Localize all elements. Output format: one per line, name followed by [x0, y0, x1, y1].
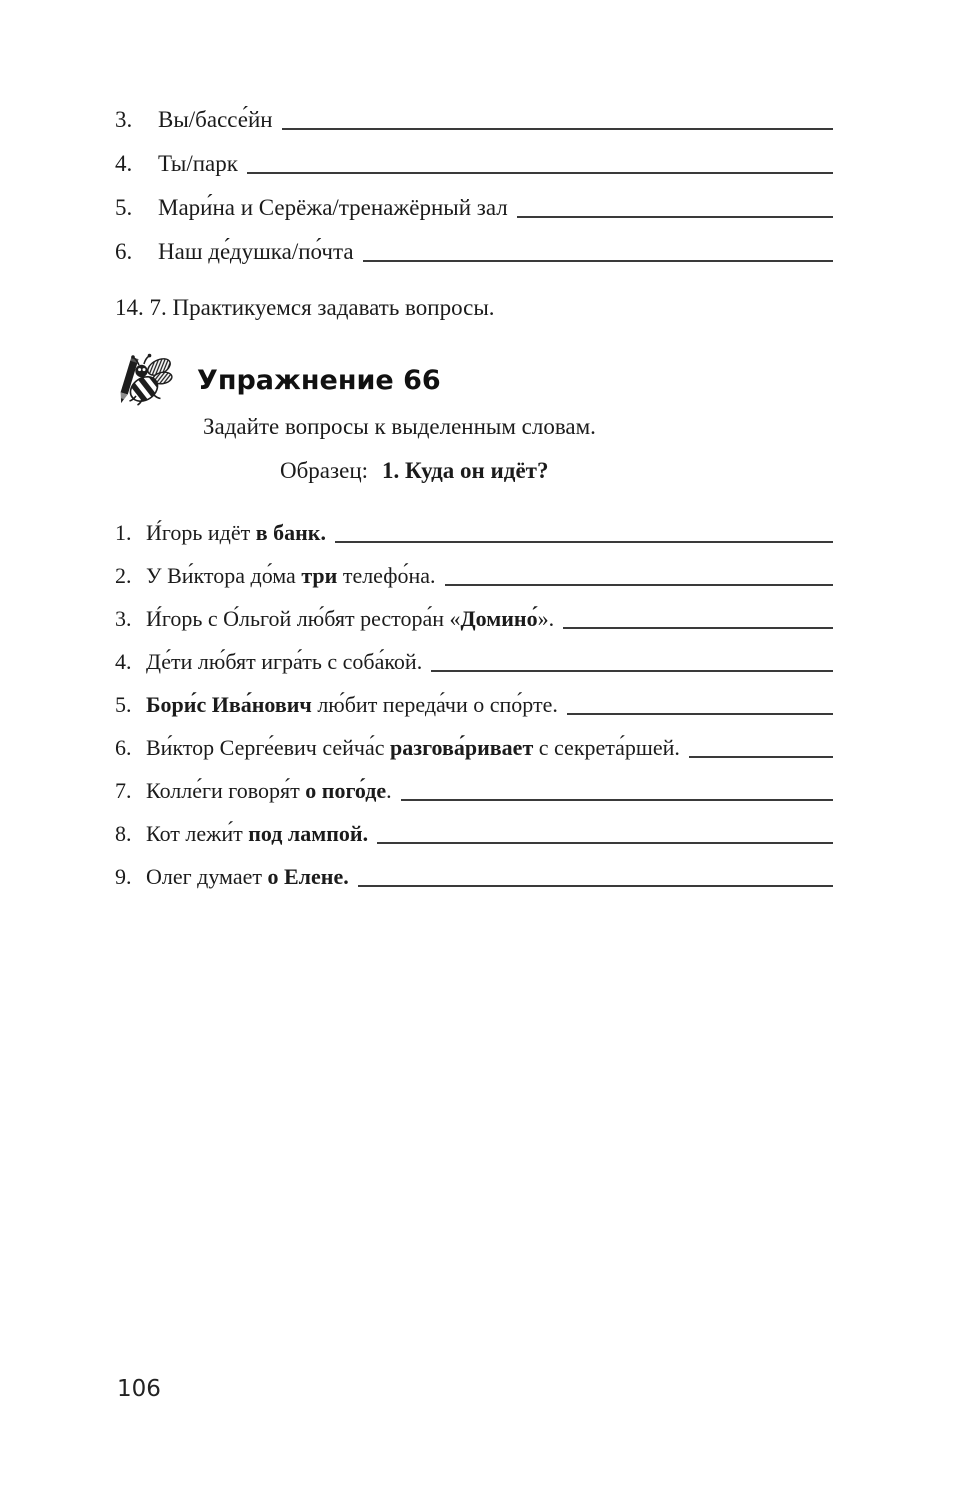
answer-blank: [567, 691, 833, 715]
item-number: 3.: [115, 606, 132, 631]
answer-blank: [517, 194, 833, 218]
item-number: 9.: [115, 864, 132, 889]
item-text: Вы/бассе́йн: [158, 107, 273, 132]
example-text: 1. Куда он идёт?: [382, 458, 549, 483]
answer-blank: [401, 777, 833, 801]
question-list: [115, 516, 833, 891]
item-number: 2.: [115, 563, 132, 588]
list-item: [115, 191, 833, 222]
list-item: [115, 516, 833, 547]
answer-blank: [247, 150, 833, 174]
item-text: Де́ти лю́бят игра́ть с соба́кой.: [146, 649, 423, 674]
list-item: [115, 235, 833, 266]
list-item: [115, 731, 833, 762]
item-text: У Ви́ктора до́ма три телефо́на.: [146, 563, 436, 588]
list-item: [115, 147, 833, 178]
answer-blank: [363, 238, 833, 262]
item-number: 4.: [115, 151, 133, 176]
item-number: 3.: [115, 107, 133, 132]
item-text: Наш де́душка/по́чта: [158, 239, 354, 264]
item-number: 4.: [115, 649, 132, 674]
bee-with-pencil-icon: [111, 352, 175, 408]
page-number: 106: [117, 1376, 161, 1402]
item-text: Кот лежи́т под лампой.: [146, 821, 369, 846]
item-text: Колле́ги говоря́т о пого́де.: [146, 778, 392, 803]
list-item: [115, 602, 833, 633]
item-number: 8.: [115, 821, 132, 846]
item-text: Ви́ктор Серге́евич сейча́с разгова́ривает с секрета́ршей.: [146, 735, 680, 760]
item-number: 5.: [115, 195, 133, 220]
answer-blank: [563, 605, 833, 629]
answer-blank: [431, 648, 833, 672]
item-text: Бори́с Ива́нович лю́бит переда́чи о спо́рте.: [146, 692, 558, 717]
list-item: [115, 103, 833, 134]
item-number: 6.: [115, 735, 132, 760]
answer-blank: [282, 106, 833, 130]
section-note: 14. 7. Практикуемся задавать вопросы.: [115, 295, 495, 320]
item-number: 5.: [115, 692, 132, 717]
answer-blank: [335, 519, 833, 543]
item-text: Мари́на и Серёжа/тренажёрный зал: [158, 195, 508, 220]
list-item: [115, 645, 833, 676]
exercise-instruction: Задайте вопросы к выделенным словам.: [203, 414, 596, 439]
item-number: 6.: [115, 239, 133, 264]
item-text: Олег думает о Елене.: [146, 864, 349, 889]
answer-blank: [358, 863, 833, 887]
list-item: [115, 817, 833, 848]
exercise-header: [115, 352, 833, 408]
example-label: Образец:: [280, 458, 369, 483]
answer-blank: [689, 734, 833, 758]
answer-blank: [445, 562, 833, 586]
exercise-title: Упражнение 66: [197, 364, 441, 396]
item-text: И́горь с О́льгой лю́бят рестора́н «Домино́».: [146, 606, 555, 631]
item-number: 1.: [115, 520, 132, 545]
item-number: 7.: [115, 778, 132, 803]
list-item: [115, 860, 833, 891]
list-item: [115, 774, 833, 805]
answer-blank: [377, 820, 833, 844]
fill-in-list-top: [115, 103, 833, 266]
list-item: [115, 688, 833, 719]
item-text: Ты/парк: [158, 151, 238, 176]
item-text: И́горь идёт в банк.: [146, 520, 326, 545]
example-line: [280, 456, 833, 485]
list-item: [115, 559, 833, 590]
